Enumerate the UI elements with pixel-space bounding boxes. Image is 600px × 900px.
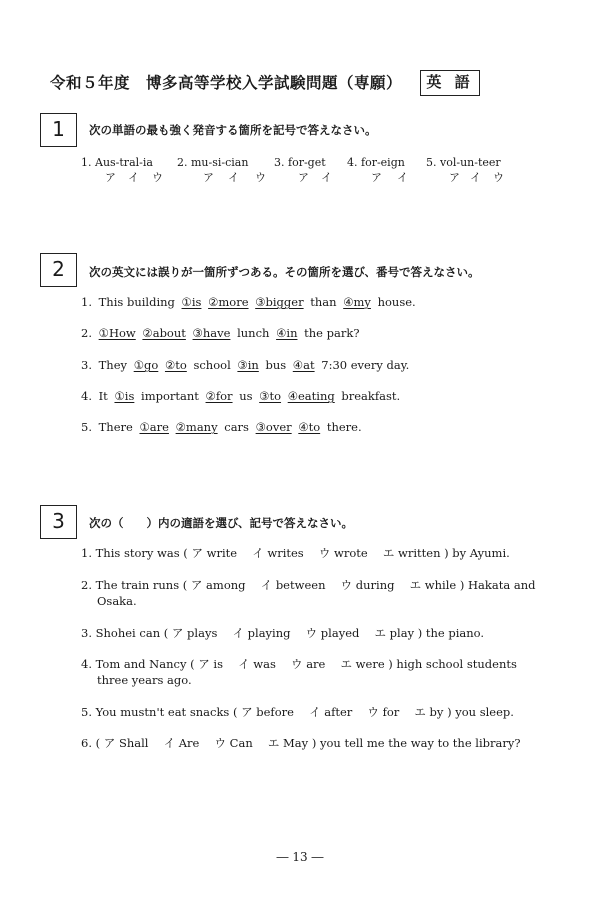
question-text: Tom and Nancy ( ア is イ was ウ are エ were ) high school students three years ago. xyxy=(95,657,517,687)
item-number: 3. xyxy=(81,626,92,640)
section-3-item-4 xyxy=(81,656,551,688)
section-3-item-5 xyxy=(81,704,541,720)
plain-text: bus xyxy=(265,358,287,372)
choice-2: ②many xyxy=(175,420,218,434)
choice-3: ③over xyxy=(255,420,292,434)
choice-4: ④at xyxy=(292,358,315,372)
question-text: The train runs ( ア among イ between ウ during エ while ) Hakata and Osaka. xyxy=(95,578,536,608)
item-number: 3. xyxy=(274,156,285,169)
section-3-number: 3 xyxy=(40,505,77,539)
choice-2: ②to xyxy=(164,358,187,372)
choice-1: ①How xyxy=(98,326,136,340)
subject-label: 英 語 xyxy=(420,70,480,96)
mark-a: ア xyxy=(371,171,382,184)
item-number: 2. xyxy=(177,156,188,169)
mark-u: ウ xyxy=(152,171,163,184)
item-number: 3. xyxy=(81,358,92,372)
word: for-get xyxy=(288,156,326,169)
choice-1: ①are xyxy=(139,420,169,434)
choice-1: ①is xyxy=(114,389,135,403)
choice-2: ②more xyxy=(208,295,249,309)
mark-u: ウ xyxy=(255,171,266,184)
section-3-instruction: 次の（ ）内の適語を選び、記号で答えなさい。 xyxy=(89,516,354,530)
plain-text: cars xyxy=(224,420,249,434)
section-3-item-2 xyxy=(81,577,541,609)
section-3-item-1 xyxy=(81,545,541,561)
plain-text: 7:30 every day. xyxy=(321,358,410,372)
mark-i: イ xyxy=(470,171,481,184)
choice-1: ①is xyxy=(181,295,202,309)
plain-text: They xyxy=(98,358,128,372)
choice-3: ③bigger xyxy=(255,295,304,309)
plain-text: lunch xyxy=(237,326,270,340)
choice-3: ③in xyxy=(237,358,259,372)
word: vol-un-teer xyxy=(440,156,501,169)
mark-i: イ xyxy=(128,171,139,184)
choice-4: ④to xyxy=(298,420,321,434)
section-2-number: 2 xyxy=(40,253,77,287)
section-2-item-5 xyxy=(81,420,365,434)
choice-4: ④eating xyxy=(287,389,335,403)
plain-text: us xyxy=(239,389,253,403)
plain-text: house. xyxy=(377,295,416,309)
question-text: You mustn't eat snacks ( ア before イ after ウ for エ by ) you sleep. xyxy=(95,705,514,719)
plain-text: This building xyxy=(98,295,175,309)
item-number: 5. xyxy=(81,705,92,719)
mark-i: イ xyxy=(321,171,332,184)
item-number: 4. xyxy=(81,389,92,403)
word: mu-si-cian xyxy=(191,156,249,169)
choice-2: ②for xyxy=(205,389,233,403)
choice-1: ①go xyxy=(133,358,159,372)
mark-a: ア xyxy=(105,171,116,184)
choice-2: ②about xyxy=(142,326,186,340)
section-2-item-3 xyxy=(81,358,412,372)
word: Aus-tral-ia xyxy=(95,156,153,169)
plain-text: there. xyxy=(326,420,362,434)
question-text: Shohei can ( ア plays イ playing ウ played エ play ) the piano. xyxy=(95,626,485,640)
item-number: 2. xyxy=(81,326,92,340)
item-number: 5. xyxy=(426,156,437,169)
item-number: 5. xyxy=(81,420,92,434)
mark-u: ウ xyxy=(493,171,504,184)
word: for-eign xyxy=(361,156,405,169)
question-text: ( ア Shall イ Are ウ Can エ May ) you tell me the way to the library? xyxy=(95,736,521,750)
item-number: 1. xyxy=(81,295,92,309)
choice-4: ④my xyxy=(343,295,371,309)
page-number: ― 13 ― xyxy=(276,850,324,864)
item-number: 4. xyxy=(347,156,358,169)
item-number: 2. xyxy=(81,578,92,592)
mark-a: ア xyxy=(298,171,309,184)
plain-text: the park? xyxy=(304,326,360,340)
item-number: 4. xyxy=(81,657,92,671)
item-number: 1. xyxy=(81,546,92,560)
item-number: 6. xyxy=(81,736,92,750)
plain-text: breakfast. xyxy=(341,389,401,403)
choice-3: ③have xyxy=(192,326,231,340)
section-2-instruction: 次の英文には誤りが一箇所ずつある。その箇所を選び、番号で答えなさい。 xyxy=(89,265,480,279)
question-text: This story was ( ア write イ writes ウ wrote エ written ) by Ayumi. xyxy=(95,546,510,560)
section-3-item-3 xyxy=(81,625,541,641)
mark-a: ア xyxy=(203,171,214,184)
section-2-item-4 xyxy=(81,389,403,403)
mark-i: イ xyxy=(228,171,239,184)
plain-text: It xyxy=(98,389,108,403)
plain-text: than xyxy=(310,295,337,309)
section-1-instruction: 次の単語の最も強く発音する箇所を記号で答えなさい。 xyxy=(89,123,377,137)
plain-text: school xyxy=(193,358,231,372)
choice-4: ④in xyxy=(276,326,298,340)
section-3-item-6 xyxy=(81,735,551,751)
item-number: 1. xyxy=(81,156,92,169)
choice-3: ③to xyxy=(259,389,282,403)
mark-a: ア xyxy=(449,171,460,184)
plain-text: important xyxy=(141,389,199,403)
mark-i: イ xyxy=(397,171,408,184)
exam-title: 令和５年度 博多高等学校入学試験問題（専願） xyxy=(50,74,403,92)
section-2-item-1 xyxy=(81,295,419,309)
plain-text: There xyxy=(98,420,133,434)
section-1-number: 1 xyxy=(40,113,77,147)
section-2-item-2 xyxy=(81,326,362,340)
